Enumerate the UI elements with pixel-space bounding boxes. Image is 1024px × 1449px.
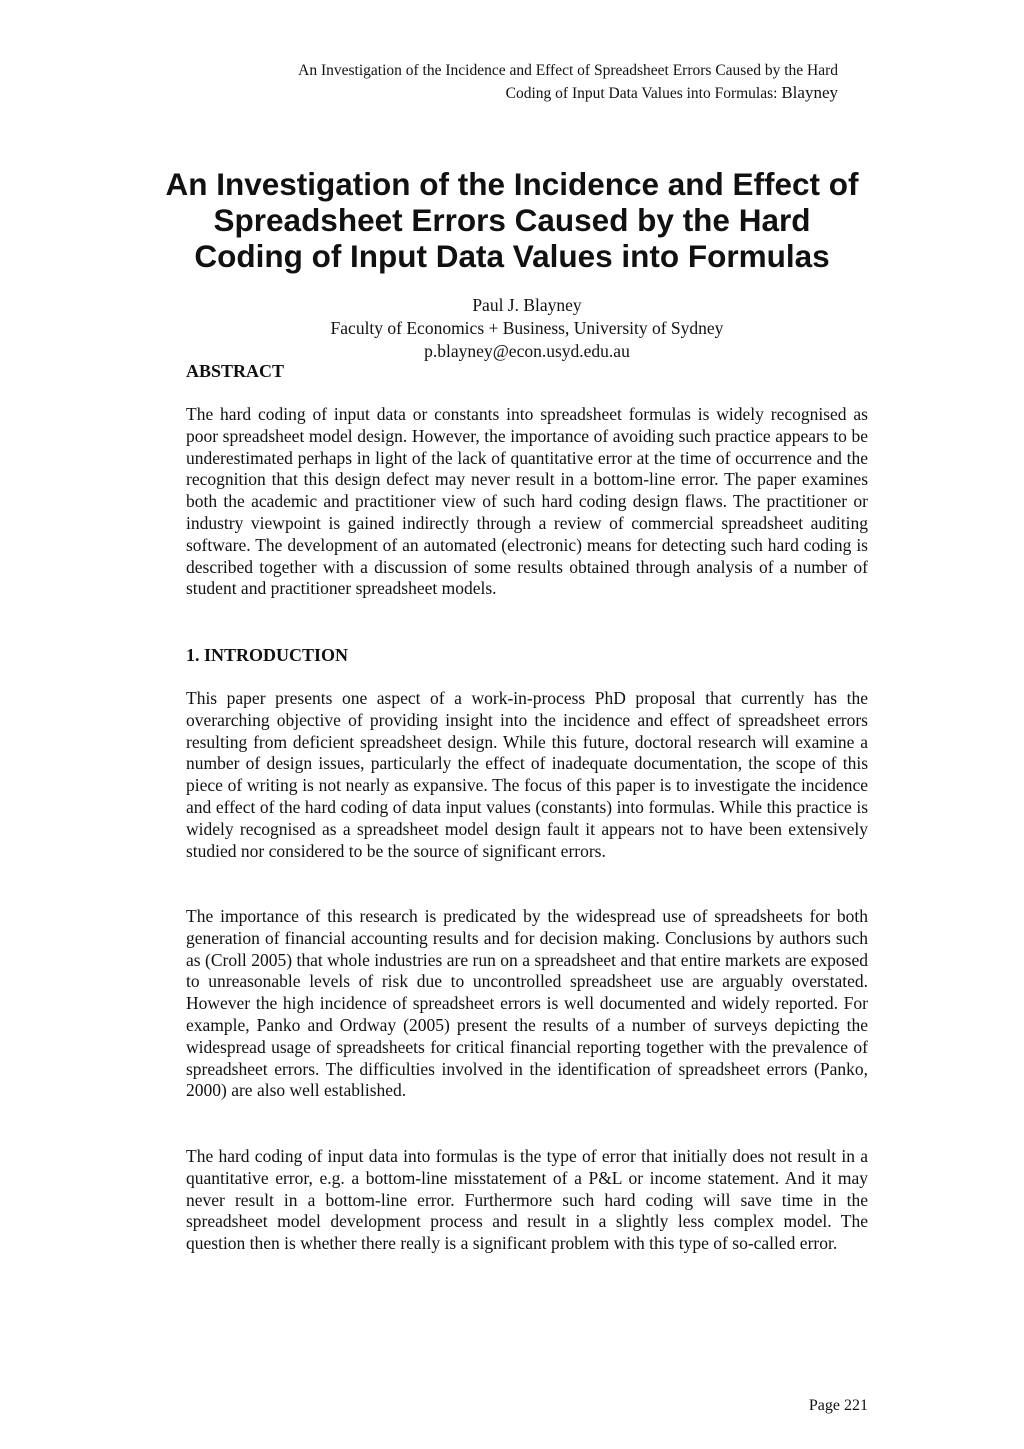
title-line-2: Spreadsheet Errors Caused by the Hard <box>213 202 811 238</box>
intro-paragraph-2: The importance of this research is predicated by the widespread use of spreadsheets for both generation of financial accounting results and for decision making. Conclusions by authors such as (Croll 2005) that whole industries are run on a spreadsheet and that entire markets are exposed to unreasonable levels of risk due to uncontrolled spreadsheet use are arguably overstated. However the high incidence of spreadsheet errors is well documented and widely reported. For example, Panko and Ordway (2005) present the results of a number of surveys depicting the widespread usage of spreadsheets for critical financial reporting together with the prevalence of spreadsheet errors. The difficulties involved in the identification of spreadsheet errors (Panko, 2000) are also well established. <box>186 906 868 1101</box>
introduction-heading: 1. INTRODUCTION <box>186 645 349 665</box>
author-name: Paul J. Blayney <box>472 295 582 315</box>
intro-paragraph-3: The hard coding of input data into formulas is the type of error that initially does not result in a quantitative error, e.g. a bottom-line misstatement of a P&L or income statement. And it may never result in a bottom-line error. Furthermore such hard coding will save time in the spreadsheet model development process and result in a slightly less complex model. The question then is whether there really is a significant problem with this type of so-called error. <box>186 1146 868 1254</box>
page-number: Page 221 <box>808 1397 868 1414</box>
running-header <box>118 60 838 105</box>
author-block <box>186 294 868 363</box>
running-header-title-tail: Coding of Input Data Values into Formulas: <box>505 85 782 102</box>
running-header-author: Blayney <box>781 83 838 102</box>
abstract-heading: ABSTRACT <box>186 361 285 381</box>
paper-title <box>150 166 874 274</box>
title-line-3: Coding of Input Data Values into Formulas <box>194 238 830 274</box>
author-email: p.blayney@econ.usyd.edu.au <box>424 341 630 361</box>
abstract-text: The hard coding of input data or constants into spreadsheet formulas is widely recognised as poor spreadsheet model design. However, the importance of avoiding such practice appears to be underestimated perhaps in light of the lack of quantitative error at the time of occurrence and the recognition that this design defect may never result in a bottom-line error. The paper examines both the academic and practitioner view of such hard coding design flaws. The practitioner or industry viewpoint is gained indirectly through a review of commercial spreadsheet auditing software. The development of an automated (electronic) means for detecting such hard coding is described together with a discussion of some results obtained through analysis of a number of student and practitioner spreadsheet models. <box>186 404 868 599</box>
title-line-1: An Investigation of the Incidence and Effect of <box>165 166 859 202</box>
author-affiliation: Faculty of Economics + Business, University of Sydney <box>330 318 724 338</box>
running-header-line-1: An Investigation of the Incidence and Effect of Spreadsheet Errors Caused by the Hard <box>298 62 838 79</box>
intro-paragraph-1: This paper presents one aspect of a work-in-process PhD proposal that currently has the overarching objective of providing insight into the incidence and effect of spreadsheet errors resulting from deficient spreadsheet design. While this future, doctoral research will examine a number of design issues, particularly the effect of inadequate documentation, the scope of this piece of writing is not nearly as expansive. The focus of this paper is to investigate the incidence and effect of the hard coding of data input values (constants) into formulas. While this practice is widely recognised as a spreadsheet model design fault it appears not to have been extensively studied nor considered to be the source of significant errors. <box>186 688 868 861</box>
running-header-line-2 <box>118 82 838 105</box>
